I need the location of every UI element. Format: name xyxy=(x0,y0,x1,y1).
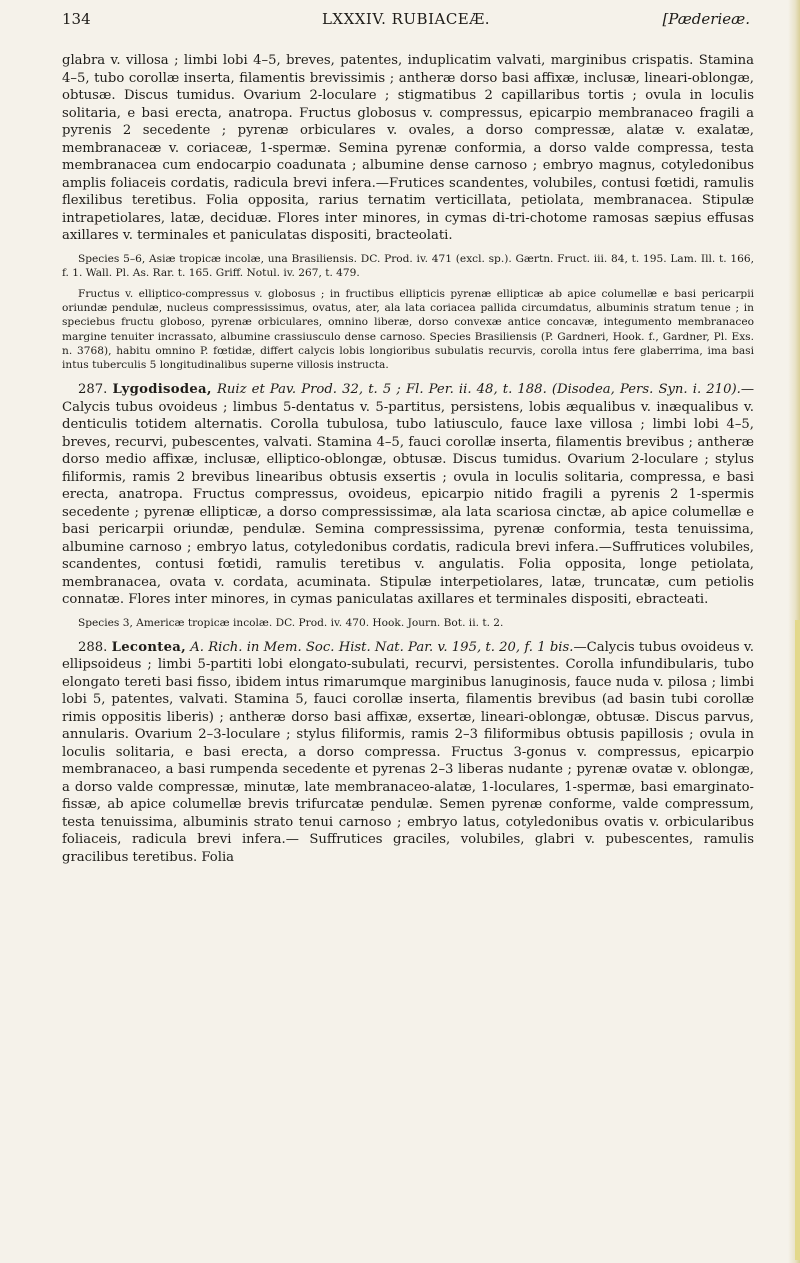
genus-species-note: Species 3, Americæ tropicæ incolæ. DC. Prod. iv. 470. Hook. Journ. Bot. ii. t. 2. xyxy=(78,616,504,629)
genus-description: —Calycis tubus ovoideus v. ellipsoideus ; limbi 5-partiti lobi elongato-subulati, recurvi, persistentes. Corolla infundibularis, tubo elongato tereti basi fisso, ibidem intus rimarumque marginibus lanuginosis, fauce nuda v. pilosa ; limbi lobi 5, patentes, valvati. Stamina 5, fauci corollæ inserta, filamentis brevibus (ad basin tubi corollæ rimis oppositis liberis) ; antheræ dorso basi affixæ, exsertæ, lineari-oblongæ, obtusæ. Discus parvus, annularis. Ovarium 2–3-loculare ; stylus filiformis, ramis 2–3 filiformibus obtusis papillosis ; ovula in loculis solitaria, e basi erecta, a dorso compressa. Fructus 3-gonus v. compressus, epicarpio membranaceo, a basi rumpenda secedente et pyrenas 2–3 liberas nudante ; pyrenæ ovatæ v. oblongæ, a dorso valde compressæ, minutæ, late membranaceo-alatæ, 1-loculares, 1-spermæ, basi emarginato-fissæ, ab apice columellæ brevis trifurcatæ pendulæ. Semen pyrenæ conforme, valde compressum, testa tenuissima, albuminis strato tenui carnoso ; embryo latus, cotyledonibus ovatis v. orbicularibus foliaceis, radicula brevi infera.— Suffrutices graciles, volubiles, glabri v. pubescentes, ramulis gracilibus teretibus. Folia xyxy=(62,639,754,865)
genus-number: 287. xyxy=(78,382,108,398)
section-title: [Pæderieæ. xyxy=(662,10,750,28)
page-number: 134 xyxy=(62,10,91,28)
fructus-note-paederia: Fructus v. elliptico-compressus v. globosus ; in fructibus ellipticis pyrenæ ellipticæ ab apice columellæ e basi pericarpii oriundæ pendulæ, nucleus compressissimus, ovatus, ater, ala lata coriacea pallida circumdatus, albuminis stratum tenue ; in speciebus fructu globoso, pyrenæ orbiculares, omnino liberæ, dorso convexæ antice concavæ, integumento membranaceo margine tenuiter incrassato, albumine crassiusculo dense carnoso. Species Brasiliensis (P. Gardneri, Hook. f., Gardner, Pl. Exs. n. 3768), habitu omnino P. fœtidæ, differt calycis lobis longioribus subulatis recurvis, corolla intus fere glaberrima, ima basi intus tuberculis 5 longitudinalibus superne villosis instructa. xyxy=(62,287,754,371)
genus-name: Lecontea, xyxy=(111,639,187,655)
genus-citation: A. Rich. in Mem. Soc. Hist. Nat. Par. v. 195, t. 20, f. 1 bis. xyxy=(190,639,574,655)
genus-number: 288. xyxy=(78,639,108,655)
page-body xyxy=(62,52,754,866)
genus-entry-287 xyxy=(62,381,754,630)
genus-entry-288 xyxy=(62,639,754,867)
running-header xyxy=(62,8,750,34)
genus-paragraph xyxy=(62,639,754,867)
species-note-paederia: Species 5–6, Asiæ tropicæ incolæ, una Brasiliensis. DC. Prod. iv. 471 (excl. sp.). Gærtn. Fruct. iii. 84, t. 195. Lam. Ill. t. 166, f. 1. Wall. Pl. As. Rar. t. 165. Griff. Notul. iv. 267, t. 479. xyxy=(62,252,754,279)
genus-name: Lygodisodea, xyxy=(112,382,212,398)
page-edge-tint xyxy=(795,620,800,1260)
genus-description-continued: glabra v. villosa ; limbi lobi 4–5, breves, patentes, induplicatim valvati, marginibus crispatis. Stamina 4–5, tubo corollæ inserta, filamentis brevissimis ; antheræ dorso basi affixæ, inclusæ, lineari-oblongæ, obtusæ. Discus tumidus. Ovarium 2-loculare ; stigmatibus 2 capillaribus tortis ; ovula in loculis solitaria, e basi erecta, anatropa. Fructus globosus v. compressus, epicarpio membranaceo fragili a pyrenis 2 secedente ; pyrenæ orbiculares v. ovales, a dorso compressæ, alatæ v. exalatæ, membranaceæ v. coriaceæ, 1-spermæ. Semina pyrenæ conformia, a dorso valde compressa, testa membranacea cum endocarpio coadunata ; albumine dense carnoso ; embryo magnus, cotyledonibus amplis foliaceis cordatis, radicula brevi infera.—Frutices scandentes, volubiles, contusi fœtidi, ramulis flexilibus teretibus. Folia opposita, rarius ternatim verticillata, petiolata, membranacea. Stipulæ intrapetiolares, latæ, deciduæ. Flores inter minores, in cymas di-tri-chotome ramosas sæpius effusas axillares v. terminales et paniculatas dispositi, bracteolati. xyxy=(62,53,754,243)
genus-description: —Calycis tubus ovoideus ; limbus 5-dentatus v. 5-partitus, persistens, lobis æqualibus v. inæqualibus v. denticulis totidem alternatis. Corolla tubulosa, tubo latiusculo, fauce laxe villosa ; limbi lobi 4–5, breves, recurvi, pubescentes, valvati. Stamina 4–5, fauci corollæ inserta, filamentis brevibus ; antheræ dorso medio affixæ, inclusæ, elliptico-oblongæ, obtusæ. Discus tumidus. Ovarium 2-loculare ; stylus filiformis, ramis 2 brevibus linearibus obtusis exsertis ; ovula in loculis solitaria, compressa, e basi erecta, anatropa. Fructus compressus, ovoideus, epicarpio nitido fragili a pyrenis 2 1-spermis secedente ; pyrenæ ellipticæ, a dorso compressissimæ, ala lata scariosa cinctæ, ab apice columellæ e basi pericarpii oriundæ, pendulæ. Semina compressissima, pyrenæ conformia, testa tenuissima, albumine carnoso ; embryo latus, cotyledonibus cordatis, radicula brevi infera.—Suffrutices volubiles, scandentes, contusi fœtidi, ramulis teretibus v. angulatis. Folia opposita, longe petiolata, membranacea, ovata v. cordata, acuminata. Stipulæ interpetiolares, latæ, truncatæ, cum petiolis connatæ. Flores inter minores, in cymas paniculatas axillares et terminales dispositi, ebracteati. xyxy=(62,382,754,608)
genus-paragraph xyxy=(62,381,754,609)
genus-citation: Ruiz et Pav. Prod. 32, t. 5 ; Fl. Per. ii. 48, t. 188. (Disodea, Pers. Syn. i. 210). xyxy=(216,382,741,398)
running-title: LXXXIV. RUBIACEÆ. xyxy=(321,10,491,28)
